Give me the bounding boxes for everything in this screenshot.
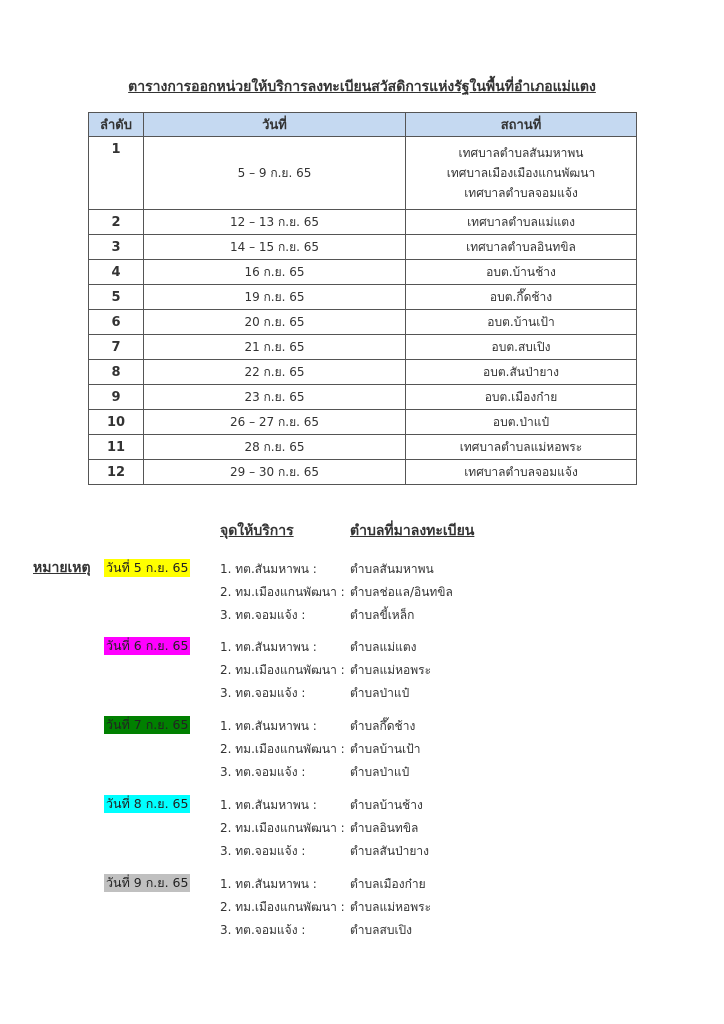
row-date: 5 – 9 ก.ย. 65 — [144, 137, 406, 210]
row-place: อบต.เมืองก๋าย — [406, 385, 637, 410]
subdistrict: ตำบลสันป่ายาง — [350, 844, 430, 858]
subdistrict: ตำบลแม่แตง — [350, 640, 417, 654]
table-row — [89, 410, 637, 435]
service-point-header: จุดให้บริการ — [220, 523, 294, 539]
subdistrict: ตำบลป่าแป๋ — [350, 765, 410, 779]
note-label: หมายเหตุ — [33, 560, 91, 576]
row-date: 14 – 15 ก.ย. 65 — [144, 235, 406, 260]
service-point: 3. ทต.จอมแจ้ง : — [220, 844, 306, 858]
note-group-day-6 — [0, 637, 724, 709]
service-point: 1. ทต.สันมหาพน : — [220, 877, 317, 891]
table-row — [89, 360, 637, 385]
row-place: เทศบาลตำบลจอมแจ้ง — [406, 460, 637, 485]
row-date: 12 – 13 ก.ย. 65 — [144, 210, 406, 235]
subdistrict: ตำบลป่าแป๋ — [350, 686, 410, 700]
subdistrict: ตำบลสันมหาพน — [350, 562, 434, 576]
table-row — [89, 460, 637, 485]
row-place: อบต.สบเปิง — [406, 335, 637, 360]
service-point: 2. ทม.เมืองแกนพัฒนา : — [220, 663, 345, 677]
table-row — [89, 310, 637, 335]
table-row — [89, 335, 637, 360]
subdistrict: ตำบลบ้านช้าง — [350, 798, 423, 812]
row-number: 10 — [89, 410, 144, 435]
service-point: 1. ทต.สันมหาพน : — [220, 562, 317, 576]
subdistrict: ตำบลสบเปิง — [350, 923, 413, 937]
row-number: 6 — [89, 310, 144, 335]
row-place: เทศบาลตำบลจอมแจ้ง — [464, 186, 578, 200]
row-place: อบต.สันป่ายาง — [406, 360, 637, 385]
row-place: อบต.กึ๊ดช้าง — [406, 285, 637, 310]
day-highlight: วันที่ 8 ก.ย. 65 — [106, 796, 189, 811]
row-number: 4 — [89, 260, 144, 285]
row-number: 9 — [89, 385, 144, 410]
row-date: 23 ก.ย. 65 — [144, 385, 406, 410]
row-number: 1 — [89, 137, 144, 210]
header-order: ลำดับ — [89, 113, 144, 137]
note-group-day-9 — [0, 874, 724, 946]
row-number: 11 — [89, 435, 144, 460]
row-place: เทศบาลเมืองเมืองแกนพัฒนา — [446, 166, 596, 180]
table-row — [89, 285, 637, 310]
service-point: 2. ทม.เมืองแกนพัฒนา : — [220, 900, 345, 914]
table-row — [89, 210, 637, 235]
row-date: 26 – 27 ก.ย. 65 — [144, 410, 406, 435]
row-place: อบต.ป่าแป๋ — [406, 410, 637, 435]
service-point: 1. ทต.สันมหาพน : — [220, 719, 317, 733]
row-number: 5 — [89, 285, 144, 310]
service-point: 1. ทต.สันมหาพน : — [220, 798, 317, 812]
schedule-table — [88, 112, 637, 485]
day-highlight: วันที่ 9 ก.ย. 65 — [106, 875, 189, 890]
service-point: 2. ทม.เมืองแกนพัฒนา : — [220, 585, 345, 599]
row-number: 12 — [89, 460, 144, 485]
row-place: อบต.บ้านเป้า — [406, 310, 637, 335]
subdistrict: ตำบลช่อแล/อินทขิล — [350, 585, 453, 599]
subdistrict: ตำบลเมืองก๋าย — [350, 877, 426, 891]
service-point: 3. ทต.จอมแจ้ง : — [220, 686, 306, 700]
row-number: 2 — [89, 210, 144, 235]
row-number: 3 — [89, 235, 144, 260]
row-date: 22 ก.ย. 65 — [144, 360, 406, 385]
day-highlight: วันที่ 5 ก.ย. 65 — [106, 560, 189, 575]
note-group-day-8 — [0, 795, 724, 867]
table-row — [89, 435, 637, 460]
table-row — [89, 137, 637, 210]
subdistrict: ตำบลอินทขิล — [350, 821, 419, 835]
row-date: 20 ก.ย. 65 — [144, 310, 406, 335]
subdistrict: ตำบลแม่หอพระ — [350, 663, 432, 677]
row-places — [406, 137, 637, 210]
row-place: เทศบาลตำบลสันมหาพน — [458, 146, 584, 160]
note-group-day-7 — [0, 716, 724, 788]
row-place: อบต.บ้านช้าง — [406, 260, 637, 285]
service-point: 2. ทม.เมืองแกนพัฒนา : — [220, 742, 345, 756]
row-place: เทศบาลตำบลแม่หอพระ — [406, 435, 637, 460]
row-date: 28 ก.ย. 65 — [144, 435, 406, 460]
subdistrict: ตำบลบ้านเป้า — [350, 742, 421, 756]
subdistrict: ตำบลขี้เหล็ก — [350, 608, 415, 622]
subdistrict: ตำบลแม่หอพระ — [350, 900, 432, 914]
service-point: 2. ทม.เมืองแกนพัฒนา : — [220, 821, 345, 835]
row-number: 8 — [89, 360, 144, 385]
service-point: 3. ทต.จอมแจ้ง : — [220, 765, 306, 779]
row-place: เทศบาลตำบลแม่แตง — [406, 210, 637, 235]
day-highlight: วันที่ 7 ก.ย. 65 — [106, 717, 189, 732]
service-point: 3. ทต.จอมแจ้ง : — [220, 608, 306, 622]
header-date: วันที่ — [144, 113, 406, 137]
table-row — [89, 260, 637, 285]
row-date: 29 – 30 ก.ย. 65 — [144, 460, 406, 485]
row-place: เทศบาลตำบลอินทขิล — [406, 235, 637, 260]
table-row — [89, 235, 637, 260]
row-date: 21 ก.ย. 65 — [144, 335, 406, 360]
service-point: 3. ทต.จอมแจ้ง : — [220, 923, 306, 937]
service-point: 1. ทต.สันมหาพน : — [220, 640, 317, 654]
row-number: 7 — [89, 335, 144, 360]
day-highlight: วันที่ 6 ก.ย. 65 — [106, 638, 189, 653]
table-row — [89, 385, 637, 410]
table-header-row — [89, 113, 637, 137]
header-place: สถานที่ — [406, 113, 637, 137]
row-date: 19 ก.ย. 65 — [144, 285, 406, 310]
note-group-day-5 — [0, 559, 724, 631]
document-title: ตารางการออกหน่วยให้บริการลงทะเบียนสวัสดิการแห่งรัฐในพื้นที่อำเภอแม่แตง — [128, 79, 596, 95]
subdistrict-header: ตำบลที่มาลงทะเบียน — [350, 523, 475, 539]
subdistrict: ตำบลกึ๊ดช้าง — [350, 719, 416, 733]
row-date: 16 ก.ย. 65 — [144, 260, 406, 285]
